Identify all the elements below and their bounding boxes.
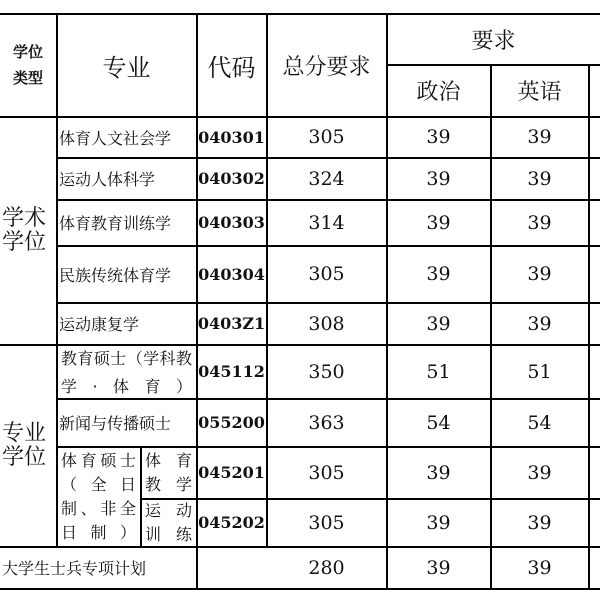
major-code: 040302 bbox=[198, 169, 265, 188]
total-score: 305 bbox=[308, 511, 345, 534]
english-score: 39 bbox=[527, 211, 552, 234]
total-score: 308 bbox=[308, 312, 345, 335]
total-score: 324 bbox=[308, 167, 345, 190]
total-score: 305 bbox=[308, 126, 345, 148]
politics-score: 51 bbox=[426, 360, 451, 383]
major-code: 040304 bbox=[198, 264, 265, 284]
header-total: 总分要求 bbox=[282, 54, 371, 80]
politics-score: 54 bbox=[426, 411, 451, 434]
english-score: 39 bbox=[527, 511, 552, 534]
table-border-bottom bbox=[0, 588, 600, 590]
english-score: 39 bbox=[527, 167, 552, 190]
english-score: 51 bbox=[527, 360, 552, 383]
major-name: 教育硕士（学科教学·体育） bbox=[61, 349, 192, 396]
politics-score: 39 bbox=[426, 511, 451, 534]
english-score: 39 bbox=[527, 263, 552, 285]
major-name: 运动训练 bbox=[145, 501, 192, 544]
total-score: 305 bbox=[308, 263, 345, 285]
major-name: 体育人文社会学 bbox=[59, 128, 172, 148]
major-code: 045112 bbox=[198, 362, 265, 381]
group-label-academic: 学术 学位 bbox=[2, 205, 47, 255]
column-divider bbox=[588, 64, 590, 588]
major-name: 运动康复学 bbox=[59, 315, 140, 334]
group-label-professional: 专业 学位 bbox=[2, 420, 47, 470]
sports-master-label: 体育硕士（全日制、非全日制） bbox=[61, 451, 136, 542]
major-code: 0403Z1 bbox=[197, 314, 266, 333]
politics-score: 39 bbox=[426, 263, 451, 285]
english-score: 39 bbox=[527, 312, 552, 335]
header-politics: 政治 bbox=[416, 80, 461, 105]
english-score: 39 bbox=[527, 556, 552, 579]
header-degree-type: 学位 类型 bbox=[12, 43, 43, 87]
total-score: 363 bbox=[308, 411, 345, 434]
header-code: 代码 bbox=[207, 53, 256, 82]
politics-score: 39 bbox=[426, 312, 451, 335]
politics-score: 39 bbox=[426, 211, 451, 234]
english-score: 54 bbox=[527, 411, 552, 434]
total-score: 280 bbox=[308, 556, 345, 579]
major-name: 体育教育训练学 bbox=[59, 214, 172, 233]
total-score: 305 bbox=[308, 461, 345, 484]
english-score: 39 bbox=[527, 126, 552, 148]
header-major: 专业 bbox=[102, 53, 151, 82]
header-english: 英语 bbox=[517, 80, 562, 105]
soldier-program-label: 大学生士兵专项计划 bbox=[2, 559, 147, 578]
politics-score: 39 bbox=[426, 167, 451, 190]
total-score: 314 bbox=[308, 211, 345, 234]
major-code: 040301 bbox=[198, 127, 265, 147]
politics-score: 39 bbox=[426, 556, 451, 579]
major-name: 新闻与传播硕士 bbox=[59, 414, 172, 433]
major-code: 045202 bbox=[198, 513, 265, 532]
total-score: 350 bbox=[308, 360, 345, 383]
politics-score: 39 bbox=[426, 126, 451, 148]
english-score: 39 bbox=[527, 461, 552, 484]
major-name: 民族传统体育学 bbox=[59, 265, 172, 285]
major-code: 045201 bbox=[198, 463, 265, 482]
major-name: 运动人体科学 bbox=[59, 170, 156, 189]
major-name: 体育教学 bbox=[145, 451, 192, 494]
header-requirements: 要求 bbox=[471, 28, 516, 54]
major-code: 040303 bbox=[198, 213, 265, 232]
politics-score: 39 bbox=[426, 461, 451, 484]
major-code: 055200 bbox=[198, 413, 265, 432]
